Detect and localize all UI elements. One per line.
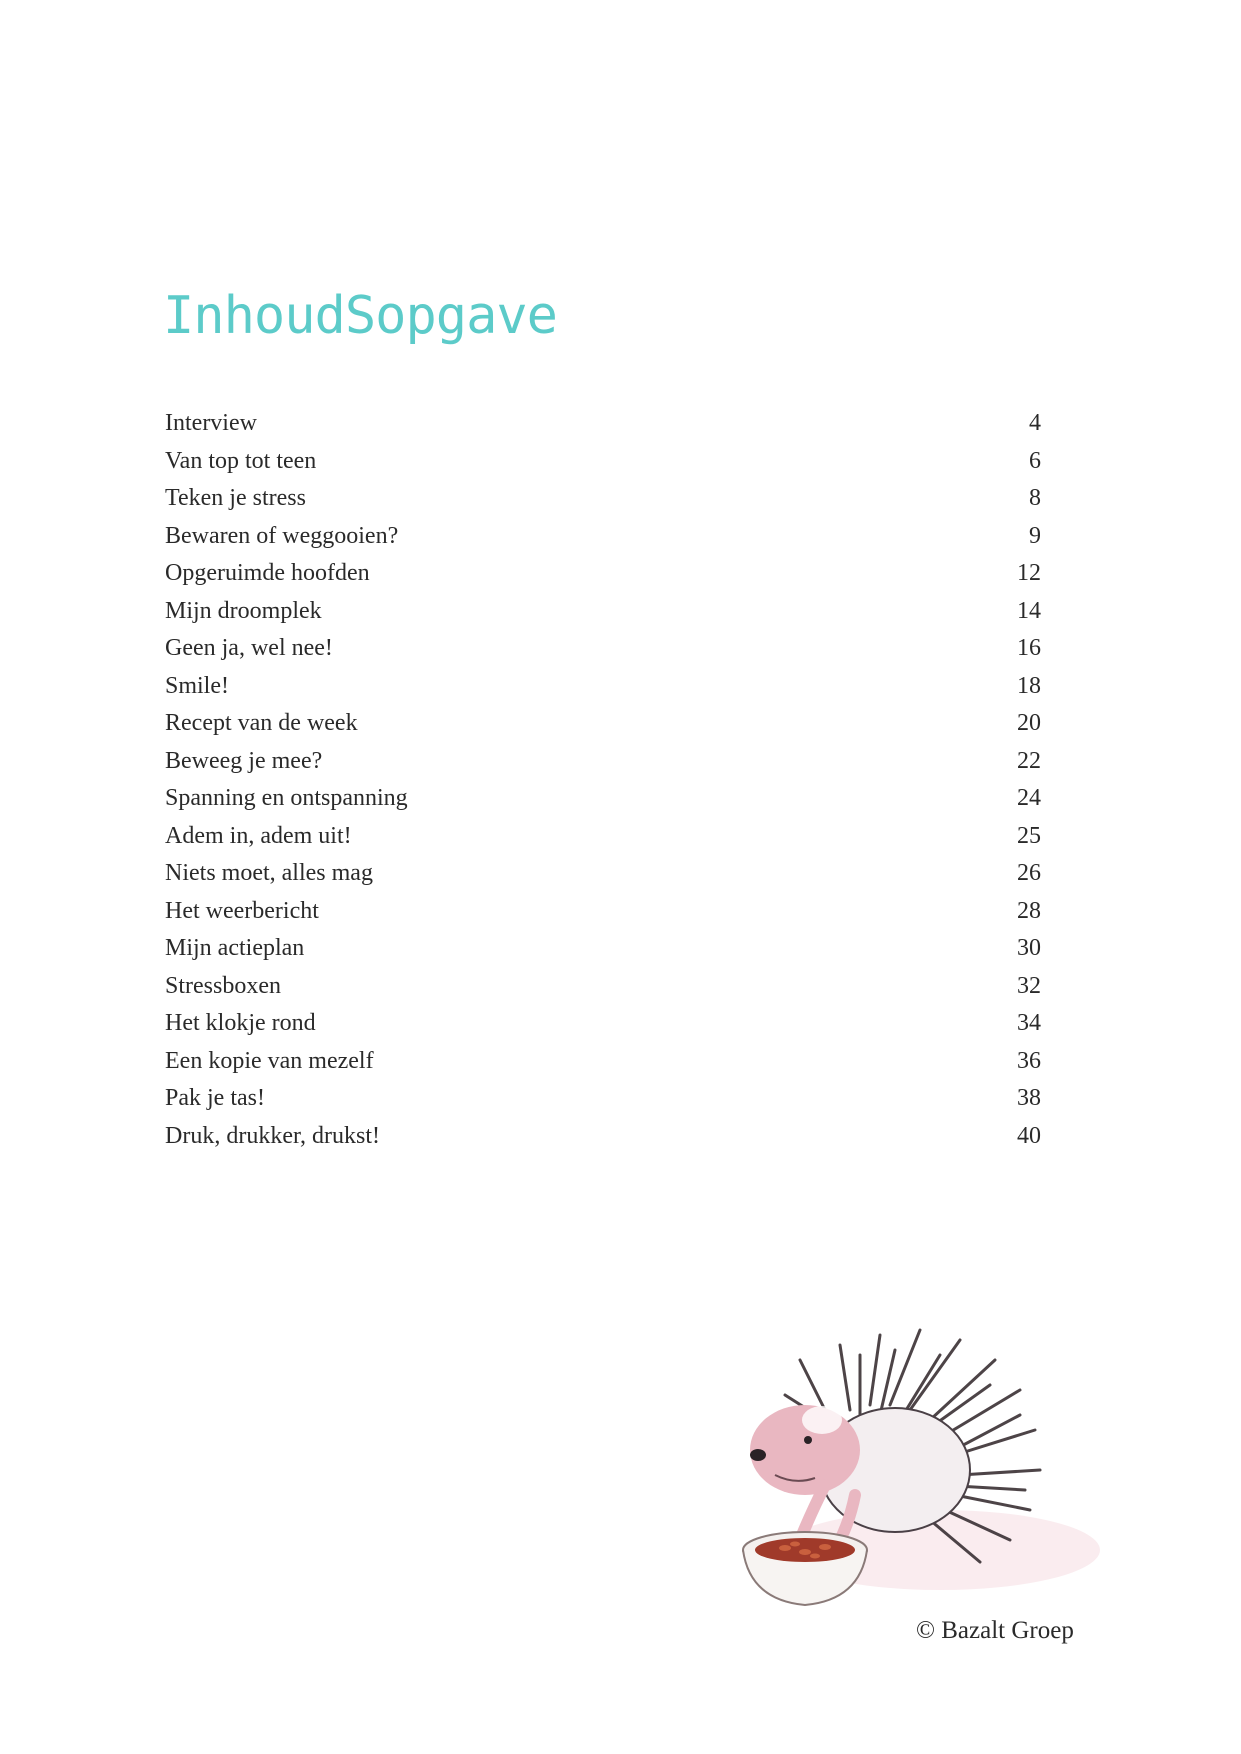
toc-item-page: 30 (1017, 935, 1041, 961)
toc-item-page: 38 (1017, 1085, 1041, 1111)
toc-item-page: 32 (1017, 972, 1041, 999)
toc-item-page: 40 (1017, 1122, 1041, 1149)
toc-item-label: Van top tot teen (165, 447, 317, 474)
toc-item[interactable] (165, 780, 1041, 818)
toc-item-page: 18 (1017, 672, 1041, 699)
toc-item-page: 34 (1017, 1010, 1041, 1036)
toc-item-label: Bewaren of weggooien? (165, 522, 399, 549)
toc-item-page: 26 (1017, 860, 1041, 886)
toc-item-label: Opgeruimde hoofden (165, 560, 370, 586)
toc-item-label: Geen ja, wel nee! (165, 635, 333, 661)
toc-item-page: 16 (1017, 635, 1041, 661)
toc-item-page: 12 (1017, 560, 1041, 586)
toc-item[interactable] (165, 630, 1041, 668)
toc-item-page: 8 (1029, 485, 1041, 511)
toc-item[interactable] (165, 555, 1041, 593)
toc-item-label: Recept van de week (165, 710, 358, 736)
toc-item-label: Het klokje rond (165, 1010, 316, 1036)
toc-item[interactable] (165, 893, 1041, 931)
toc-item-page: 4 (1029, 410, 1041, 436)
toc-item-page: 36 (1017, 1047, 1041, 1074)
toc-item[interactable] (165, 743, 1041, 781)
toc-item-page: 20 (1017, 710, 1041, 736)
toc-item-label: Mijn actieplan (165, 935, 305, 961)
toc-item[interactable] (165, 1043, 1041, 1081)
toc-item-label: Teken je stress (165, 485, 306, 511)
toc-item[interactable] (165, 443, 1041, 481)
toc-item[interactable] (165, 593, 1041, 631)
toc-item-label: Beweeg je mee? (165, 747, 323, 774)
copyright-notice: © Bazalt Groep (916, 1617, 1074, 1644)
toc-item-label: Druk, drukker, drukst! (165, 1122, 380, 1149)
toc-item[interactable] (165, 518, 1041, 556)
toc-item-label: Niets moet, alles mag (165, 860, 373, 886)
toc-item-label: Adem in, adem uit! (165, 822, 352, 849)
toc-item-page: 25 (1017, 822, 1041, 849)
toc-item-label: Spanning en ontspanning (165, 785, 408, 811)
toc-item[interactable] (165, 968, 1041, 1006)
toc-item-page: 22 (1017, 747, 1041, 774)
page-title: InhoudSopgave (163, 286, 557, 346)
toc-item-page: 24 (1017, 785, 1041, 811)
toc-item-page: 9 (1029, 522, 1041, 549)
toc-item[interactable] (165, 855, 1041, 893)
toc-item[interactable] (165, 668, 1041, 706)
toc-item-label: Stressboxen (165, 972, 281, 999)
toc-item-page: 6 (1029, 447, 1041, 474)
toc-item-label: Smile! (165, 672, 229, 699)
toc-item[interactable] (165, 818, 1041, 856)
toc-item-label: Het weerbericht (165, 897, 319, 924)
hedgehog-with-bowl-illustration (690, 1300, 1130, 1630)
toc-item-page: 28 (1017, 897, 1041, 924)
toc-item-label: Mijn droomplek (165, 597, 322, 624)
toc-item[interactable] (165, 705, 1041, 743)
toc-item[interactable] (165, 480, 1041, 518)
toc-item-label: Een kopie van mezelf (165, 1047, 374, 1074)
toc-item-label: Interview (165, 410, 257, 436)
table-of-contents (165, 405, 1041, 1155)
toc-item[interactable] (165, 1005, 1041, 1043)
toc-item[interactable] (165, 1118, 1041, 1156)
toc-item[interactable] (165, 1080, 1041, 1118)
toc-item-page: 14 (1017, 597, 1041, 624)
toc-item[interactable] (165, 405, 1041, 443)
toc-item-label: Pak je tas! (165, 1085, 265, 1111)
toc-item[interactable] (165, 930, 1041, 968)
